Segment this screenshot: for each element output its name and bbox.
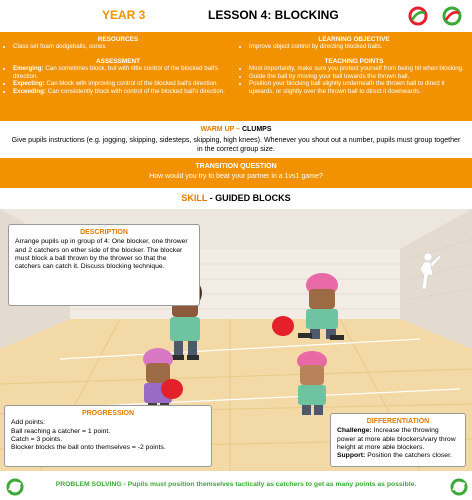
red-swoosh-logo-icon — [408, 6, 428, 26]
assessment-item: • Expecting: Can block with improving control of the blocked ball's direction. — [13, 80, 232, 87]
year-label: YEAR 3 — [102, 8, 146, 22]
teaching-point: • Most importantly, make sure you protect yourself from being hit when blocking. — [249, 65, 468, 72]
warmup-text: Give pupils instructions (e.g. jogging, skipping, sidesteps, skipping, high knees). Whenever you shout out a number, pupils must group together in the correct group size. — [11, 136, 461, 153]
transition-question: How would you try to beat your partner in a 1vs1 game? — [149, 173, 323, 180]
differentiation-heading: DIFFERENTIATION — [366, 418, 430, 425]
teaching-point: • Position your blocking ball slightly underneath the thrown ball to direct it upwards, or slightly over the thrown ball to direct it downwards. — [249, 80, 468, 95]
teaching-points-section — [240, 58, 468, 95]
support-text: Support: Position the catchers closer. — [337, 452, 452, 460]
warmup-heading: WARM UP – CLUMPS — [200, 126, 272, 133]
objective-item: • Improve object control by directing blocked balls. — [249, 43, 468, 50]
skill-heading: SKILL - GUIDED BLOCKS — [181, 193, 291, 203]
blocking-ball-icon — [161, 379, 183, 399]
progression-line: Ball reaching a catcher = 1 point. — [11, 427, 111, 435]
teaching-points-heading: TEACHING POINTS — [324, 58, 384, 65]
assessment-item: • Exceeding: Can consistently block with control of the blocked ball's direction. — [13, 88, 232, 95]
assessment-heading: ASSESSMENT — [95, 58, 141, 65]
challenge-text: Challenge: Increase the throwing power at more able blockers/vary throw height at more able blockers. — [337, 427, 456, 451]
objective-section — [240, 36, 468, 51]
progression-heading: PROGRESSION — [81, 410, 135, 417]
differentiation-box — [330, 413, 466, 467]
lesson-info-panel — [0, 32, 472, 121]
progression-box — [4, 405, 212, 467]
resources-item: • Class set foam dodgeballs, cones — [13, 43, 232, 50]
assessment-item: • Emerging: Can sometimes block, but with little control of the blocked ball's direction. — [13, 65, 232, 80]
progression-line: Add points: — [11, 419, 46, 427]
assessment-section — [4, 58, 232, 95]
description-text: Arrange pupils up in group of 4: One blocker, one thrower and 2 catchers on ether side of the blocker. The blocker must block a ball thrown by the thrower so that the catchers can catch it. Discuss blocking technique. — [15, 238, 188, 271]
resources-heading: RESOURCES — [97, 36, 139, 43]
problem-solving-text: PROBLEM SOLVING - Pupils must position themselves tactically as catchers to get as many points as possible. — [55, 481, 417, 488]
lesson-title: LESSON 4: BLOCKING — [208, 8, 339, 22]
progression-line: Catch = 3 points. — [11, 435, 63, 443]
teaching-point: • Guide the ball by moving your ball towards the thrown ball. — [249, 73, 468, 80]
thrown-ball-icon — [272, 316, 294, 336]
description-heading: DESCRIPTION — [80, 229, 128, 236]
progression-line: Blocker blocks the ball onto themselves = -2 points. — [11, 444, 166, 452]
green-swoosh-logo-icon — [442, 6, 462, 26]
resources-section — [4, 36, 232, 51]
sports-hall-illustration — [0, 209, 472, 471]
transition-heading: TRANSITION QUESTION — [195, 163, 277, 170]
objective-heading: LEARNING OBJECTIVE — [318, 36, 390, 43]
description-box — [8, 224, 200, 306]
footer-logo-right-icon — [450, 478, 468, 496]
